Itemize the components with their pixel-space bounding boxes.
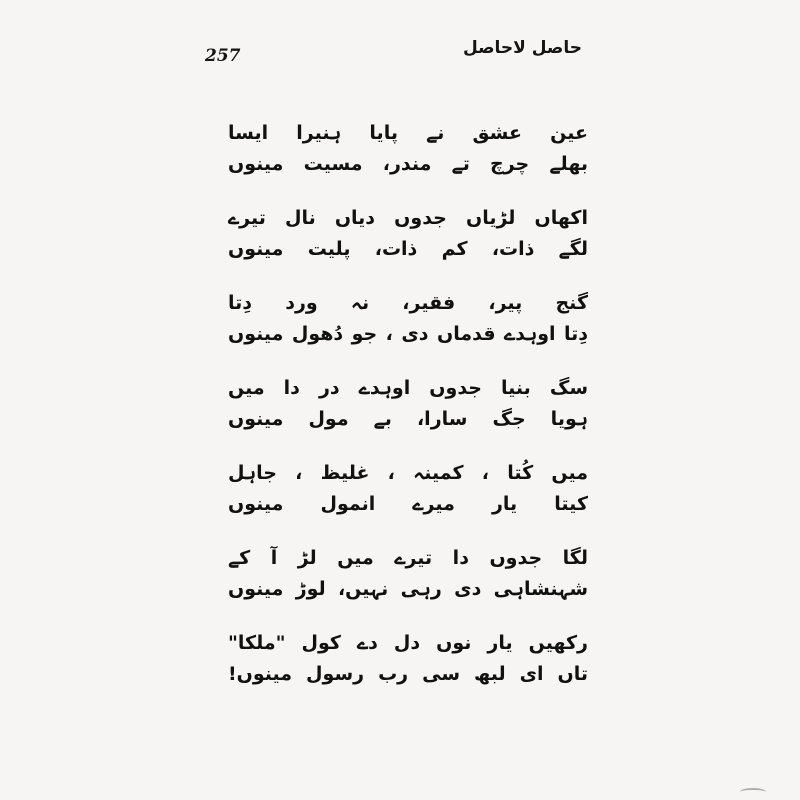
verse-line: میں کُتا ، کمینہ ، غلیظ ، جاہل [228, 462, 588, 484]
running-title: حاصل لاحاصل [462, 38, 582, 58]
verse-line: شہنشاہی دی رہی نہیں، لوڑ مینوں [228, 578, 588, 600]
stanza-1 [228, 118, 588, 180]
verse-line: گنج پیر، فقیر، نہ ورد دِتا [228, 292, 588, 314]
verse-line: سگ بنیا جدوں اوہدے در دا میں [228, 377, 588, 399]
stanza-7 [228, 628, 588, 690]
stanza-5 [228, 458, 588, 520]
stanza-2 [228, 203, 588, 265]
stanza-3 [228, 288, 588, 350]
stanza-4 [228, 373, 588, 435]
verse-line: اکھاں لڑیاں جدوں دیاں نال تیرے [228, 207, 588, 229]
verse-line: بھلے چرچ تے مندر، مسیت مینوں [228, 153, 588, 175]
verse-line: لگے ذات، کم ذات، پلیت مینوں [228, 238, 588, 260]
verse-line: رکھیں یار نوں دل دے کول "ملکا" [228, 632, 588, 654]
verse-line: تاں ای لبھ سی رب رسول مینوں! [228, 663, 588, 685]
verse-line: کیتا یار میرے انمول مینوں [228, 493, 588, 515]
verse-line: عین عشق نے پایا ہنیرا ایسا [228, 122, 588, 144]
stanza-6 [228, 543, 588, 605]
page-number: 257 [205, 46, 241, 66]
poem [228, 118, 588, 713]
page-corner-mark [740, 788, 766, 796]
verse-line: دِتا اوہدے قدماں دی ، جو دُھول مینوں [228, 323, 588, 345]
verse-line: ہویا جگ سارا، بے مول مینوں [228, 408, 588, 430]
verse-line: لگا جدوں دا تیرے میں لڑ آ کے [228, 547, 588, 569]
